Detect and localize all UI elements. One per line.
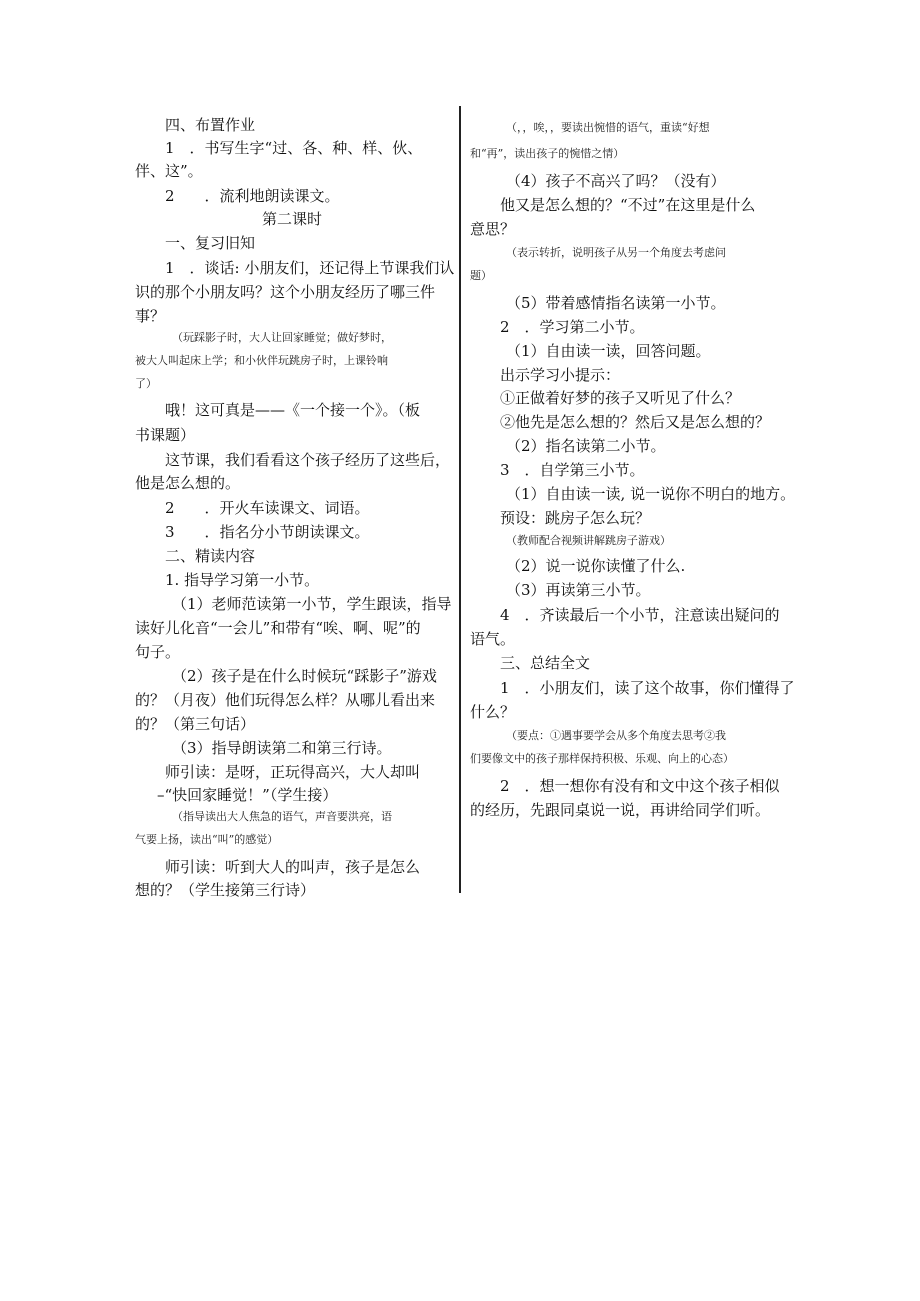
left-column-line: 句子。	[135, 643, 181, 661]
right-column-line: 意思？	[470, 220, 516, 238]
right-column-line: ②他先是怎么想的？然后又是怎么想的？	[500, 413, 771, 431]
left-column-line: 他是怎么想的。	[135, 474, 241, 492]
right-column-line: 3 ．自学第三小节。	[500, 461, 645, 479]
left-column-line: 事？	[135, 307, 166, 325]
left-column-line: –“快回家睡觉！”（学生接）	[157, 786, 338, 804]
right-column-line: 题）	[470, 269, 492, 282]
right-column-line: （1）自由读一读, 说一说你不明白的地方。	[506, 485, 796, 503]
left-column-line: 书课题）	[135, 426, 196, 444]
left-column-line: 1 ．书写生字“过、各、种、样、伙、	[165, 139, 423, 157]
left-column-line: 2 ．开火车读课文、词语。	[165, 499, 370, 517]
left-column-line: （2）孩子是在什么时候玩“踩影子”游戏	[172, 667, 437, 685]
left-column-line: 师引读：听到大人的叫声，孩子是怎么	[165, 858, 421, 876]
column-divider	[459, 106, 461, 893]
right-column-line: 语气。	[470, 630, 516, 648]
left-column-line: 二、精读内容	[165, 547, 256, 565]
left-column-line: 被大人叫起床上学；和小伙伴玩跳房子时，上课铃响	[135, 354, 388, 367]
right-column-line: 什么？	[470, 703, 516, 721]
left-column-line: 这节课，我们看看这个孩子经历了这些后，	[165, 451, 451, 469]
left-column-line: 1. 指导学习第一小节。	[165, 571, 320, 589]
left-column-line: 哦！这可真是——《一个接一个》。（板	[165, 401, 421, 419]
right-column-line: （教师配合视频讲解跳房子游戏）	[506, 534, 671, 547]
right-column-line: 的经历，先跟同桌说一说，再讲给同学们听。	[470, 801, 771, 819]
right-column-line: 4 ．齐读最后一个小节，注意读出疑问的	[500, 606, 780, 624]
left-column-line: 第二课时	[262, 210, 323, 228]
right-column-line: （5）带着感情指名读第一小节。	[506, 294, 726, 312]
right-column-line: 预设：跳房子怎么玩？	[500, 509, 651, 527]
left-column-line: 伴、这”。	[135, 162, 203, 180]
left-column-line: 师引读：是呀，正玩得高兴，大人却叫	[165, 763, 421, 781]
right-column-line: （1）自由读一读，回答问题。	[506, 342, 711, 360]
left-column-line: 3 ．指名分小节朗读课文。	[165, 523, 370, 541]
right-column-line: 2 ．想一想你有没有和文中这个孩子相似	[500, 777, 780, 795]
right-column-line: 出示学习小提示：	[500, 366, 621, 384]
left-column-line: 一、复习旧知	[165, 234, 256, 252]
left-column-line: 想的？（学生接第三行诗）	[135, 881, 316, 899]
right-column-line: （4）孩子不高兴了吗？（没有）	[506, 172, 726, 190]
left-column-line: （1）老师范读第一小节，学生跟读，指导	[172, 595, 452, 613]
left-column-line: 的？（月夜）他们玩得怎么样？从哪儿看出来	[135, 691, 436, 709]
left-column-line: 2 ．流利地朗读课文。	[165, 187, 340, 205]
right-column-line: （2）指名读第二小节。	[506, 437, 666, 455]
left-column-line: 1 ．谈话: 小朋友们，还记得上节课我们认	[165, 259, 455, 277]
left-column-line: 的？（第三句话）	[135, 715, 256, 733]
right-column-line: 们要像文中的孩子那样保持积极、乐观、向上的心态）	[470, 752, 734, 765]
left-column-line: 气要上扬，读出“叫”的感觉）	[135, 833, 279, 846]
right-column-line: 1 ．小朋友们，读了这个故事，你们懂得了	[500, 679, 795, 697]
right-column-line: 三、总结全文	[500, 654, 591, 672]
left-column-line: 读好儿化音“一会儿”和带有“唉、啊、呢”的	[135, 619, 421, 637]
right-column-line: ①正做着好梦的孩子又听见了什么？	[500, 389, 741, 407]
right-column-line: （2）说一说你读懂了什么.	[506, 557, 686, 575]
right-column-line: （，，唉，，要读出惋惜的语气，重读“好想	[506, 121, 710, 134]
right-column-line: （表示转折，说明孩子从另一个角度去考虑问	[506, 246, 726, 259]
left-column-line: （玩踩影子时，大人让回家睡觉；做好梦时，	[172, 331, 392, 344]
right-column-line: 2 ．学习第二小节。	[500, 318, 645, 336]
right-column-line: 和“再”，读出孩子的惋惜之情）	[470, 147, 625, 160]
right-column-line: 他又是怎么想的？“不过”在这里是什么	[500, 196, 756, 214]
left-column-line: （3）指导朗读第二和第三行诗。	[172, 739, 392, 757]
left-column-line: 四、布置作业	[165, 116, 256, 134]
left-column-line: 识的那个小朋友吗？这个小朋友经历了哪三件	[135, 283, 436, 301]
left-column-line: 了）	[135, 377, 157, 390]
right-column-line: （3）再读第三小节。	[506, 581, 651, 599]
right-column-line: （要点：①遇事要学会从多个角度去思考②我	[506, 729, 726, 742]
left-column-line: （指导读出大人焦急的语气，声音要洪亮，语	[172, 810, 392, 823]
